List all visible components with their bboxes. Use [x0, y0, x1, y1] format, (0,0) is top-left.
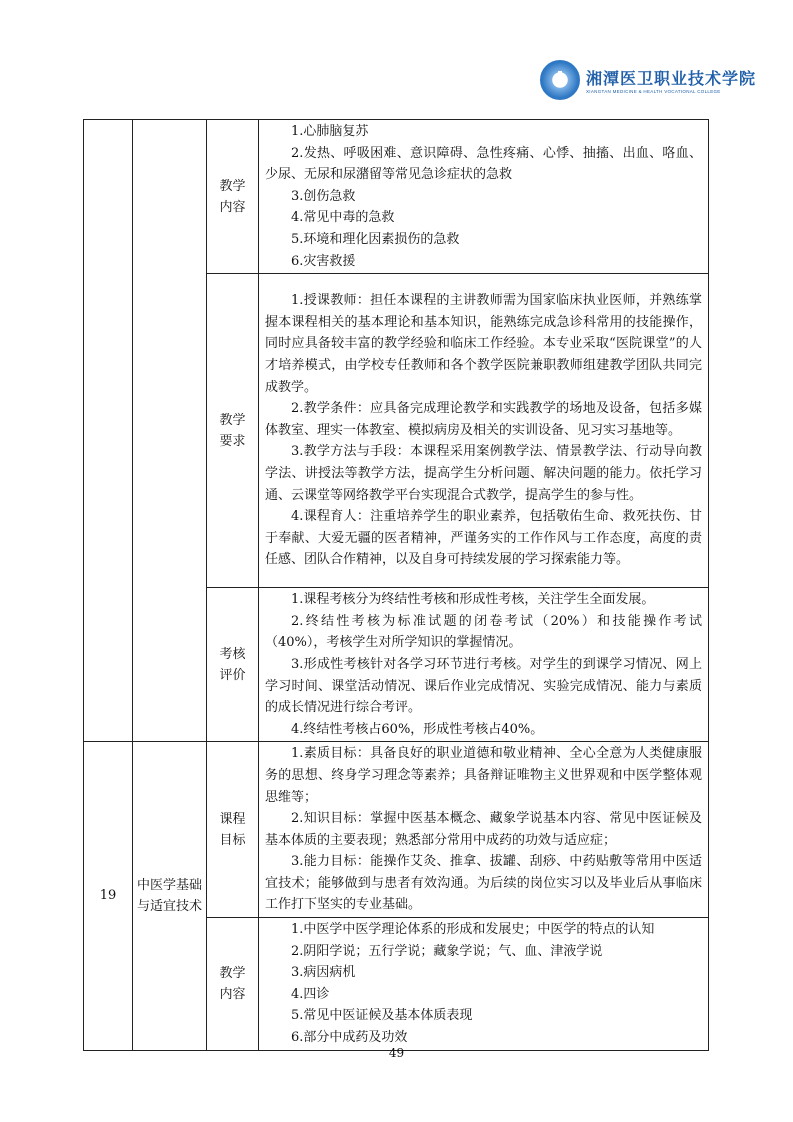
course-goals-cell: [259, 742, 709, 918]
row-label-teaching-content: 教学 内容: [207, 120, 259, 274]
row-label-assessment: 考核 评价: [207, 588, 259, 742]
college-name-en: XIANGTAN MEDICINE & HEALTH VOCATIONAL COLLEGE: [586, 89, 721, 94]
paragraph: 1.素质目标：具备良好的职业道德和敬业精神、全心全意为人类健康服务的思想、终身学习理念等素养；具备辩证唯物主义世界观和中医学整体观思维等；: [265, 746, 702, 805]
row-label-teaching-requirements: 教学 要求: [207, 274, 259, 588]
paragraph: 1.授课教师：担任本课程的主讲教师需为国家临床执业医师，并熟练掌握本课程相关的基本理论和基本知识，能熟练完成急诊科常用的技能操作，同时应具备较丰富的教学经验和临床工作经验。本专业采取“医院课堂”的人才培养模式，由学校专任教师和各个教学医院兼职教师组建教学团队共同完成教学。: [265, 293, 702, 395]
paragraph: 4.终结性考核占60%，形成性考核占40%。: [291, 721, 544, 737]
college-logo: [540, 60, 756, 100]
course-number: 19: [84, 742, 133, 1050]
paragraph: 2.知识目标：掌握中医基本概念、藏象学说基本内容、常见中医证候及基本体质的主要表现；熟悉部分常用中成药的功效与适应症；: [265, 811, 702, 848]
list-item: 3.创伤急救: [291, 188, 356, 204]
list-item: 5.环境和理化因素损伤的急救: [291, 231, 460, 247]
page-number: 49: [388, 1046, 405, 1060]
row-label-course-goals: 课程 目标: [207, 742, 259, 918]
college-name: 湘潭医卫职业技术学院: [586, 69, 757, 88]
paragraph: 2.终结性考核为标准试题的闭卷考试（20%）和技能操作考试（40%），考核学生对所学知识的掌握情况。: [265, 613, 702, 651]
table-row: [84, 742, 709, 918]
list-item: 3.病因病机: [291, 965, 356, 981]
teaching-requirements-cell: [259, 274, 709, 588]
list-item: 5.常见中医证候及基本体质表现: [291, 1008, 473, 1024]
row-label-teaching-content: 教学 内容: [207, 918, 259, 1051]
course-name-cell: [133, 120, 207, 742]
list-item: 4.常见中毒的急救: [291, 210, 395, 226]
paragraph: 2.教学条件：应具备完成理论教学和实践教学的场地及设备，包括多媒体教室、理实一体教室、模拟病房及相关的实训设备、见习实习基地等。: [265, 401, 702, 438]
table-row: [84, 120, 709, 274]
curriculum-table: [83, 119, 709, 1051]
list-item: 6.灾害救援: [291, 253, 356, 269]
list-item: 4.四诊: [291, 986, 330, 1002]
paragraph: 3.教学方法与手段：本课程采用案例教学法、情景教学法、行动导向教学法、讲授法等教学方法，提高学生分析问题、解决问题的能力。依托学习通、云课堂等网络教学平台实现混合式教学，提高学生的参与性。: [265, 444, 702, 503]
list-item: 1.中医学中医学理论体系的形成和发展史；中医学的特点的认知: [291, 922, 655, 938]
list-item: 2.发热、呼吸困难、意识障碍、急性疼痛、心悸、抽搐、出血、咯血、少尿、无尿和尿潴留等常见急诊症状的急救: [265, 145, 702, 183]
list-item: 2.阴阳学说；五行学说；藏象学说；气、血、津液学说: [291, 943, 603, 959]
list-item: 6.部分中成药及功效: [291, 1030, 408, 1046]
college-emblem-icon: [540, 60, 580, 100]
emblem-cross-icon: [553, 70, 567, 86]
course-number-cell: [84, 120, 133, 742]
teaching-content-cell: [259, 120, 709, 274]
assessment-cell: [259, 588, 709, 742]
course-name: 中医学基础与适宜技术: [133, 742, 207, 1050]
paragraph: 3.形成性考核针对各学习环节进行考核。对学生的到课学习情况、网上学习时间、课堂活动情况、课后作业完成情况、实验完成情况、能力与素质的成长情况进行综合考评。: [265, 656, 702, 716]
list-item: 1.心肺脑复苏: [291, 124, 369, 139]
paragraph: 4.课程育人：注重培养学生的职业素养，包括敬佑生命、救死扶伤、甘于奉献、大爱无疆的医者精神，严谨务实的工作作风与工作态度，高度的责任感、团队合作精神，以及自身可持续发展的学习探索能力等。: [265, 509, 702, 568]
teaching-content-cell: [259, 918, 709, 1051]
paragraph: 3.能力目标：能操作艾灸、推拿、拔罐、刮痧、中药贴敷等常用中医适宜技术；能够做到与患者有效沟通。为后续的岗位实习以及毕业后从事临床工作打下坚实的专业基础。: [265, 854, 702, 913]
paragraph: 1.课程考核分为终结性考核和形成性考核，关注学生全面发展。: [291, 592, 655, 608]
